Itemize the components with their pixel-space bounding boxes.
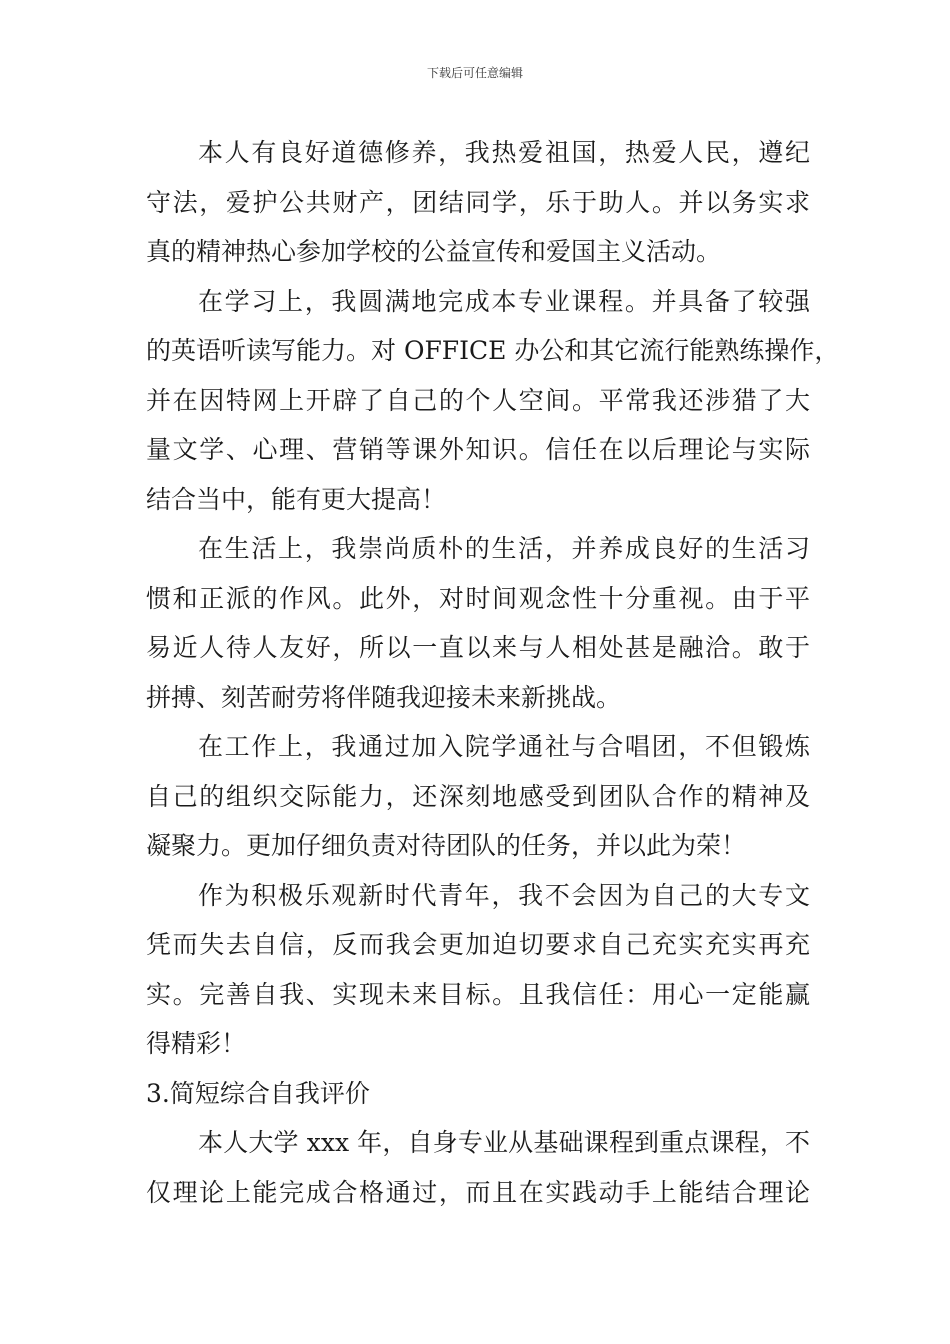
text-line: 本人大学 xxx 年，自身专业从基础课程到重点课程，不 [198,1128,810,1157]
document-body [146,128,840,1217]
text-line: 真的精神热心参加学校的公益宣传和爱国主义活动。 [146,237,722,266]
text-line: 作为积极乐观新时代青年，我不会因为自己的大专文 [198,880,810,910]
text-line: 仅理论上能完成合格通过，而且在实践动手上能结合理论 [146,1177,810,1207]
text-line: 本人有良好道德修养，我热爱祖国，热爱人民，遵纪 [198,138,810,167]
text-line: 守法，爱护公共财产，团结同学，乐于助人。并以务实求 [146,187,810,217]
text-line: 凭而失去自信，反而我会更加迫切要求自己充实充实再充 [146,930,810,959]
text-line: 在学习上，我圆满地完成本专业课程。并具备了较强 [198,286,810,316]
text-line: 3.简短综合自我评价 [146,1078,370,1108]
text-line: 并在因特网上开辟了自己的个人空间。平常我还涉猎了大 [146,385,810,415]
page-header: 下载后可任意编辑 [426,66,523,80]
text-line: 结合当中，能有更大提高！ [146,484,447,514]
text-line: 量文学、心理、营销等课外知识。信任在以后理论与实际 [146,435,810,464]
text-line: 自己的组织交际能力，还深刻地感受到团队合作的精神及 [146,781,810,811]
text-line: 实。完善自我、实现未来目标。且我信任：用心一定能赢 [146,979,810,1009]
text-line: 在生活上，我崇尚质朴的生活，并养成良好的生活习 [198,534,810,563]
text-line: 得精彩！ [146,1029,247,1058]
text-line: 在工作上，我通过加入院学通社与合唱团，不但锻炼 [198,732,810,761]
text-line: 拼搏、刻苦耐劳将伴随我迎接未来新挑战。 [146,682,622,712]
text-line: 惯和正派的作风。此外，对时间观念性十分重视。由于平 [146,583,810,613]
text-line: 易近人待人友好，所以一直以来与人相处甚是融洽。敢于 [146,633,810,662]
text-line: 凝聚力。更加仔细负责对待团队的任务，并以此为荣！ [146,831,747,860]
text-line: 的英语听读写能力。对 OFFICE 办公和其它流行能熟练操作， [146,336,840,365]
